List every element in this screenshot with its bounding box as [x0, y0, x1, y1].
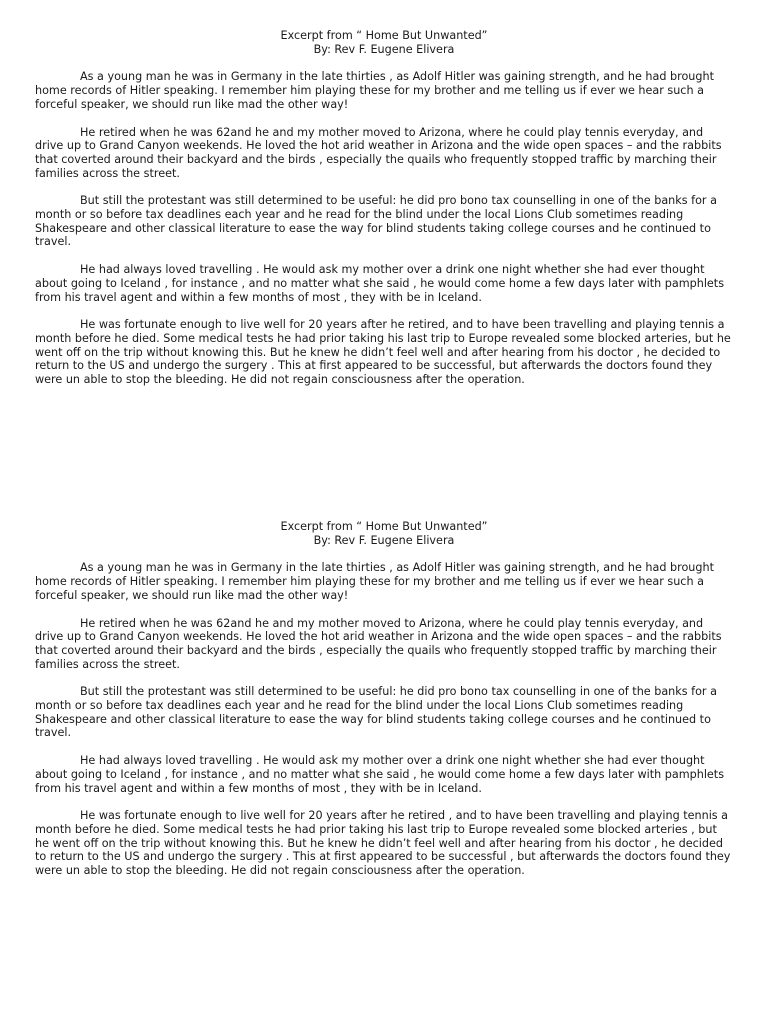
title-block	[35, 29, 733, 56]
paragraph-retirement: He retired when he was 62and he and my mother moved to Arizona, where he could play tennis everyday, and drive up to Grand Canyon weekends. He loved the hot arid weather in Arizona and the wide open spaces – and the rabbits that coverted around their backyard and the birds , especially the quails who frequently stopped traffic by marching their families across the street.	[35, 125, 722, 180]
document-title: Excerpt from “ Home But Unwanted”	[280, 29, 488, 42]
document-title: Excerpt from “ Home But Unwanted”	[280, 520, 488, 533]
paragraph-volunteering: But still the protestant was still determined to be useful: he did pro bono tax counselling in one of the banks for a month or so before tax deadlines each year and he read for the blind under the local Lions Club sometimes reading Shakespeare and other classical literature to ease the way for blind students taking college courses and he continued to travel.	[35, 194, 717, 249]
title-block	[35, 520, 733, 547]
excerpt-first-copy	[35, 29, 733, 401]
paragraph-final-years: He was fortunate enough to live well for 20 years after he retired, and to have been travelling and playing tennis a month before he died. Some medical tests he had prior taking his last trip to Europe revealed some blocked arteries, but he went off on the trip without knowing this. But he knew he didn’t feel well and after hearing from his doctor , he decided to return to the US and undergo the surgery . This at first appeared to be successful, but afterwards the doctors found they were un able to stop the bleeding. He did not regain consciousness after the operation.	[35, 318, 731, 387]
document-byline: By: Rev F. Eugene Elivera	[313, 533, 455, 547]
paragraph-final-years: He was fortunate enough to live well for 20 years after he retired , and to have been travelling and playing tennis a month before he died. Some medical tests he had prior taking his last trip to Europe revealed some blocked arteries , but he went off on the trip without knowing this. But he knew he didn’t feel well and after hearing from his doctor , he decided to return to the US and undergo the surgery . This at first appeared to be successful , but afterwards the doctors found they were un able to stop the bleeding. He did not regain consciousness after the operation.	[35, 809, 731, 878]
document-byline: By: Rev F. Eugene Elivera	[313, 42, 455, 56]
paragraph-germany: As a young man he was in Germany in the late thirties , as Adolf Hitler was gaining strength, and he had brought home records of Hitler speaking. I remember him playing these for my brother and me telling us if ever we hear such a forceful speaker, we should run like mad the other way!	[35, 70, 714, 111]
paragraph-travelling: He had always loved travelling . He would ask my mother over a drink one night whether she had ever thought about going to Iceland , for instance , and no matter what she said , he would come home a few days later with pamphlets from his travel agent and within a few months of most , they with be in Iceland.	[35, 263, 725, 304]
paragraph-retirement: He retired when he was 62and he and my mother moved to Arizona, where he could play tennis everyday, and drive up to Grand Canyon weekends. He loved the hot arid weather in Arizona and the wide open spaces – and the rabbits that coverted around their backyard and the birds , especially the quails who frequently stopped traffic by marching their families across the street.	[35, 616, 722, 671]
excerpt-second-copy	[35, 520, 733, 892]
paragraph-volunteering: But still the protestant was still determined to be useful: he did pro bono tax counselling in one of the banks for a month or so before tax deadlines each year and he read for the blind under the local Lions Club sometimes reading Shakespeare and other classical literature to ease the way for blind students taking college courses and he continued to travel.	[35, 685, 717, 740]
paragraph-travelling: He had always loved travelling . He would ask my mother over a drink one night whether she had ever thought about going to Iceland , for instance , and no matter what she said , he would come home a few days later with pamphlets from his travel agent and within a few months of most , they with be in Iceland.	[35, 754, 725, 795]
paragraph-germany: As a young man he was in Germany in the late thirties , as Adolf Hitler was gaining strength, and he had brought home records of Hitler speaking. I remember him playing these for my brother and me telling us if ever we hear such a forceful speaker, we should run like mad the other way!	[35, 561, 714, 602]
